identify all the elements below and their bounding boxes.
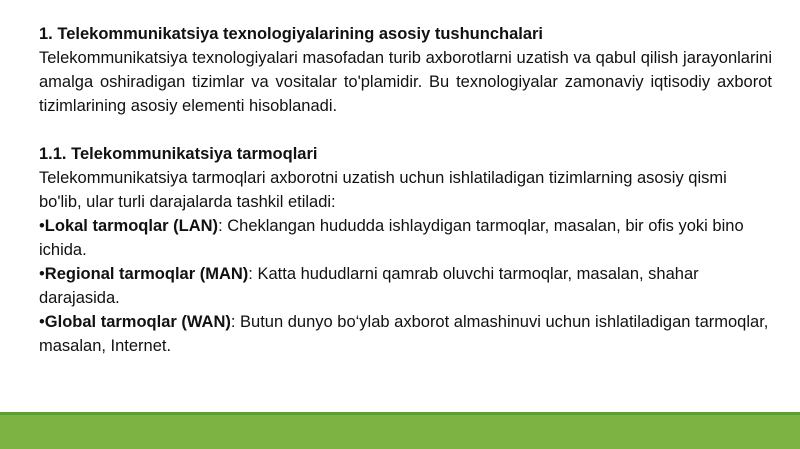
footer-accent-line: [0, 412, 800, 415]
bullet-item-lan: [39, 214, 772, 262]
bullet-text: : Katta hududlarni qamrab oluvchi tarmoqlar, masalan, shahar darajasida.: [39, 265, 699, 307]
bullet-term: Lokal tarmoqlar (LAN): [44, 217, 219, 235]
bullet-marker: •: [39, 313, 45, 331]
bullet-text: : Cheklangan hududda ishlaydigan tarmoqlar, masalan, bir ofis yoki bino ichida.: [39, 217, 744, 259]
section-paragraph-1: Telekommunikatsiya texnologiyalari masofadan turib axborotlarni uzatish va qabul qilish jarayonlarini amalga oshiradigan tizimlar va vositalar to'plamidir. Bu texnologiyalar zamonaviy iqtisodiy axborot tizimlarining asosiy elementi hisoblanadi.: [39, 49, 772, 115]
slide-content: [39, 22, 772, 358]
section-heading-2: 1.1. Telekommunikatsiya tarmoqlari: [39, 145, 318, 163]
bullet-marker: •: [39, 265, 45, 283]
spacer: [39, 118, 772, 142]
footer-green-bar: [0, 412, 800, 449]
bullet-marker: •: [39, 217, 45, 235]
bullet-item-man: [39, 262, 772, 310]
section-paragraph-2: Telekommunikatsiya tarmoqlari axborotni uzatish uchun ishlatiladigan tizimlarning asosiy qismi bo'lib, ular turli darajalarda tashkil etiladi:: [39, 169, 727, 211]
bullet-text: : Butun dunyo bo‘ylab axborot almashinuvi uchun ishlatiladigan tarmoqlar, masalan, Internet.: [39, 313, 769, 355]
bullet-item-wan: [39, 310, 772, 358]
section-heading-1: 1. Telekommunikatsiya texnologiyalarining asosiy tushunchalari: [39, 25, 544, 43]
bullet-term: Global tarmoqlar (WAN): [44, 313, 231, 331]
bullet-term: Regional tarmoqlar (MAN): [44, 265, 249, 283]
